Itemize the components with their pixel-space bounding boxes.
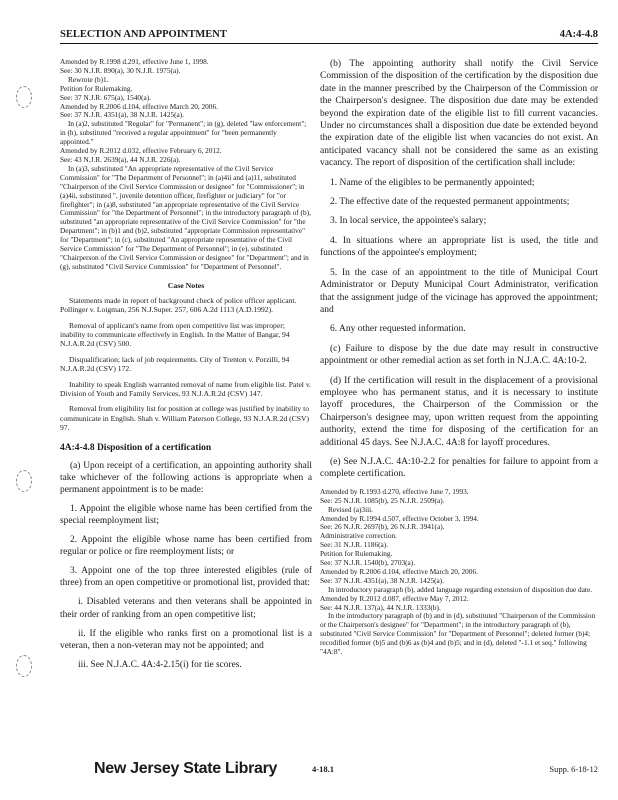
case-note: Disqualification; lack of job requirements. City of Trenton v. Porzilli, 94 N.J.A.R.2d (CSV) 172.: [60, 354, 290, 374]
history-line: Amended by R.2006 d.104, effective March 20, 2006.: [60, 101, 218, 111]
page-footer: [90, 760, 598, 784]
history-line: See: 30 N.J.R. 890(a), 30 N.J.R. 1975(a).: [60, 65, 181, 75]
library-stamp: New Jersey State Library: [94, 760, 278, 777]
history-line: Amended by R.1994 d.507, effective October 3, 1994.: [320, 513, 479, 523]
history-line: See: 25 N.J.R. 1085(b), 25 N.J.R. 2509(a).: [320, 495, 445, 505]
sub-list-item: iii. See N.J.A.C. 4A:4-2.15(i) for tie scores.: [78, 659, 242, 670]
list-item: 4. In situations where an appropriate list is used, the title and functions of the appointee's employment;: [320, 235, 598, 259]
section-heading: 4A:4-4.8 Disposition of a certification: [60, 442, 212, 453]
list-item: 1. Appoint the eligible whose name has been certified from the special reemployment list;: [60, 503, 312, 526]
history-line: Administrative correction.: [320, 531, 397, 541]
case-note: Statements made in report of background check of police officer applicant. Pollinger v. Loigman, 256 N.J.Super. 257, 606 A.2d 1113 (A.D.1992).: [60, 295, 297, 315]
history-line: See: 44 N.J.R. 137(a), 44 N.J.R. 1333(b).: [320, 602, 441, 612]
history-line: In (a)2, substituted "Regular" for "Permanent"; in (g), deleted "law enforcement"; in (h), substituted "received a regular appointment" for "been permanently appointed.": [60, 119, 307, 147]
paragraph-b: (b) The appointing authority shall notify the Civil Service Commission of the disposition of the certification by the disposition due date in the manner prescribed by the Chairperson of the Commission or the Chairperson's designee. The disposition due date may be extended beyond the expiration date of the eligible list to fill current vacancies. Under no circumstances shall a disposition due date be extended beyond the expiration date of the eligible list when vacancies do not exist. An anticipated vacancy shall not be considered the same as an existing vacancy. The report of disposition of the certification shall include:: [320, 59, 598, 169]
left-column: [60, 58, 312, 678]
history-line: Petition for Rulemaking.: [60, 83, 133, 93]
history-line: See: 43 N.J.R. 2639(a), 44 N.J.R. 226(a).: [60, 154, 181, 164]
list-item: 5. In the case of an appointment to the title of Municipal Court Administrator or Deputy Municipal Court Administrator, verification that the assignment judge of the vicinage has approved the appointment; and: [320, 267, 598, 315]
list-item: 3. In local service, the appointee's salary;: [330, 216, 487, 227]
history-line: See: 31 N.J.R. 1186(a).: [320, 540, 389, 550]
history-line: Amended by R.2012 d.032, effective February 6, 2012.: [60, 146, 222, 156]
page-number: 4-18.1: [312, 764, 334, 774]
history-line: See: 37 N.J.R. 4351(a), 38 N.J.R. 1425(a).: [320, 575, 445, 585]
paragraph-a: (a) Upon receipt of a certification, an appointing authority shall take whichever of the following actions is appropriate when a permanent appointment is to be made:: [60, 460, 312, 495]
punch-hole-mark: [16, 86, 32, 108]
history-line: Amended by R.2012 d.087, effective May 7, 2012.: [320, 593, 469, 603]
history-line: See: 37 N.J.R. 1540(b), 2703(a).: [320, 558, 416, 568]
header-chapter-title: SELECTION AND APPOINTMENT: [60, 29, 227, 40]
history-line: Amended by R.1998 d.291, effective June 1, 1998.: [60, 57, 209, 66]
history-line: In the introductory paragraph of (b) and in (d), substituted "Chairperson of the Commission or the Chairperson's designee" for "Department"; in the introductory paragraph of (b), substituted "Civil Service Commission" for "Department of Personnel"; deleted former (b)4; recodified former (b)5 and (b)6 as (b)4 and (b)5; and in (d), deleted "-1.1 et seq." following "4A:8".: [320, 611, 596, 657]
case-note: Removal from eligibility list for position at college was justified by inability to communicate in English. Shah v. William Paterson College, 93 N.J.A.R.2d (CSV) 97.: [60, 404, 310, 433]
sub-list-item: ii. If the eligible who ranks first on a promotional list is a veteran, then a non-veteran may not be appointed; and: [60, 628, 312, 651]
history-line: See: 37 N.J.R. 4351(a), 38 N.J.R. 1425(a).: [60, 110, 185, 120]
history-line: Rewrote (b)1.: [68, 74, 109, 84]
running-header: [60, 27, 598, 44]
list-item: 2. Appoint the eligible whose name has been certified from regular or police or fire reemployment lists; or: [60, 535, 312, 558]
list-item: 6. Any other requested information.: [330, 324, 466, 335]
paragraph-c: (c) Failure to dispose by the due date may result in constructive appointment or other remedial action as set forth in N.J.A.C. 4A:10-2.: [320, 343, 598, 367]
history-line: See: 26 N.J.R. 2697(b), 26 N.J.R. 3941(a).: [320, 522, 445, 532]
paragraph-e: (e) See N.J.A.C. 4A:10-2.2 for penalties for failure to appoint from a complete certification.: [320, 456, 598, 480]
history-notes: [60, 58, 312, 272]
punch-hole-mark: [16, 470, 32, 492]
list-item: 3. Appoint one of the top three interested eligibles (rule of three) from an open competitive or promotional list, provided that:: [60, 566, 312, 589]
history-line: In introductory paragraph (b), added language regarding extension of disposition due date.: [328, 584, 593, 594]
list-item: 1. Name of the eligibles to be permanently appointed;: [330, 177, 535, 188]
paragraph-d: (d) If the certification will result in the displacement of a provisional employee who has permanent status, and it is necessary to institute layoff procedures, the Chairperson of the Commission or the Chairperson's designee may, upon written request from the appointing authority, extend the time for disposing of the certification for an additional 45 days. See N.J.A.C. 4A:8 for layoff procedures.: [320, 375, 598, 448]
history-line: In (a)3, substituted "An appropriate representative of the Civil Service Commission" for "The Department of Personnel"; in (a)4ii and (a)11, substituted "Chairperson of the Civil Service Commission or designee" for "Commissioner"; in (a)4ii, substituted ", juvenile detention officer, firefighter or judiciary" for "or firefighter"; in (a)8, substituted "an appropriate representative of the Civil Service Commission" for "the Department of Personnel"; in the introductory paragraph of (b), substituted "an appropriate representative of the Civil Service Commission" for "the Department"; in (b)1 and (b)2, substituted "appropriate Commission representative" for "Department"; in (c), substituted "An appropriate representative of the Civil Service Commission" for "The Department of Personnel"; in (e), substituted "Chairperson of the Civil Service Commission or designee" for "Department"; and in (g), substituted "Civil Service Commission" for "Department of Personnel".: [60, 163, 311, 271]
case-note: Inability to speak English warranted removal of name from eligible list. Patel v. Division of Youth and Family Services, 93 N.J.A.R.2d (CSV) 147.: [60, 379, 312, 398]
history-notes: [320, 488, 598, 657]
history-line: Amended by R.1993 d.270, effective June 7, 1993.: [320, 486, 469, 496]
history-line: Petition for Rulemaking.: [320, 549, 393, 559]
supplement-date: Supp. 6-18-12: [549, 764, 598, 774]
punch-hole-mark: [16, 655, 32, 677]
history-line: Amended by R.2006 d.104, effective March 20, 2006.: [320, 566, 478, 576]
sub-list-item: i. Disabled veterans and then veterans shall be appointed in their order of ranking from an open competitive list;: [60, 597, 312, 620]
list-item: 2. The effective date of the requested permanent appointments;: [330, 197, 570, 208]
right-column: [320, 58, 598, 657]
case-notes: [60, 296, 312, 433]
history-line: See: 37 N.J.R. 675(a), 1540(a).: [60, 92, 151, 102]
header-section-number: 4A:4-4.8: [559, 29, 598, 40]
case-notes-title: Case Notes: [167, 280, 205, 290]
case-note: Removal of applicant's name from open competitive list was improper; inability to communicate effectively in English. In the Matter of Bangar, 94 N.J.A.R.2d (CSV) 500.: [60, 320, 290, 349]
history-line: Revised (a)3iii.: [328, 504, 373, 514]
